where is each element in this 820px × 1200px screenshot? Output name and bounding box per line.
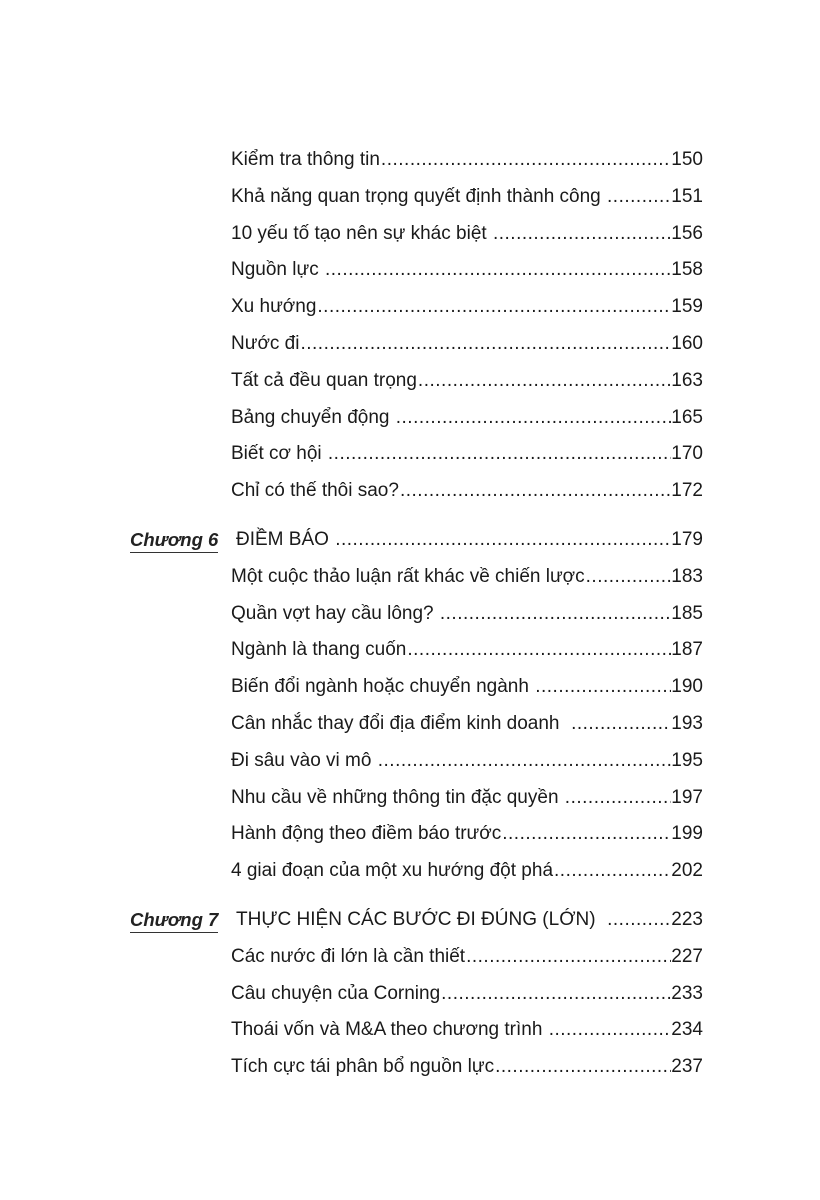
page-number: 187 — [671, 639, 703, 661]
page-number: 223 — [671, 908, 703, 930]
entry-line — [231, 1049, 703, 1086]
toc-entry[interactable] — [0, 853, 820, 890]
page-number: 202 — [671, 860, 703, 882]
entry-line — [231, 780, 703, 817]
toc-entry[interactable] — [0, 939, 820, 976]
page-number: 179 — [671, 528, 703, 550]
page-number: 160 — [671, 332, 703, 354]
page-number: 150 — [671, 149, 703, 170]
entry-line — [231, 400, 703, 437]
leader-dots — [400, 473, 671, 510]
leader-dots — [535, 669, 671, 706]
entry-title: 10 yếu tố tạo nên sự khác biệt — [231, 216, 493, 253]
entry-title: Khả năng quan trọng quyết định thành công — [231, 179, 607, 216]
page-number: 199 — [671, 823, 703, 845]
entry-line — [231, 596, 703, 633]
page-number: 193 — [671, 712, 703, 734]
leader-dots — [418, 363, 671, 400]
entry-line — [231, 473, 703, 510]
entry-title: Chỉ có thế thôi sao? — [231, 473, 400, 510]
leader-dots — [407, 632, 671, 669]
entry-title: Thoái vốn và M&A theo chương trình — [231, 1012, 549, 1049]
toc-entry[interactable] — [0, 1049, 820, 1086]
page-number: 170 — [671, 443, 703, 465]
toc-entry[interactable] — [0, 976, 820, 1013]
entry-line — [231, 289, 703, 326]
leader-dots — [549, 1012, 672, 1049]
chapter-heading-entry[interactable] — [0, 522, 820, 559]
toc-entry[interactable] — [0, 743, 820, 780]
leader-dots — [565, 780, 672, 817]
entry-title: Tích cực tái phân bổ nguồn lực — [231, 1049, 495, 1086]
page-number: 156 — [671, 222, 703, 244]
leader-dots — [378, 743, 672, 780]
entry-line — [231, 252, 703, 289]
toc-entry[interactable] — [0, 252, 820, 289]
leader-dots — [607, 179, 671, 216]
entry-title: Bảng chuyển động — [231, 400, 396, 437]
entry-title: Các nước đi lớn là cần thiết — [231, 939, 466, 976]
page-number: 163 — [671, 369, 703, 391]
entry-title: ĐIỀM BÁO — [236, 522, 335, 559]
page-number: 195 — [671, 749, 703, 771]
toc-entry[interactable] — [0, 436, 820, 473]
leader-dots — [328, 436, 671, 473]
leader-dots — [381, 142, 671, 179]
entry-line — [231, 853, 703, 890]
leader-dots — [466, 939, 671, 976]
page-number: 197 — [671, 786, 703, 808]
leader-dots — [440, 596, 671, 633]
entry-line — [236, 522, 703, 559]
entry-line — [231, 632, 703, 669]
toc-entry[interactable] — [0, 473, 820, 510]
leader-dots — [300, 326, 671, 363]
entry-line — [231, 816, 703, 853]
entry-line — [231, 976, 703, 1013]
page-number: 183 — [671, 565, 703, 587]
toc-entry[interactable] — [0, 559, 820, 596]
toc-entry[interactable] — [0, 142, 820, 179]
leader-dots — [502, 816, 671, 853]
entry-line — [231, 363, 703, 400]
chapter-label-text: Chương 6 — [130, 529, 218, 553]
entry-title: Một cuộc thảo luận rất khác về chiến lược — [231, 559, 586, 596]
chapter-label-text: Chương 7 — [130, 909, 218, 933]
leader-dots — [441, 976, 671, 1013]
page-number: 233 — [671, 982, 703, 1004]
chapter-heading-entry[interactable] — [0, 902, 820, 939]
chapter-label — [130, 902, 218, 939]
entry-line — [231, 559, 703, 596]
entry-line — [231, 436, 703, 473]
entry-line — [231, 179, 703, 216]
leader-dots — [325, 252, 671, 289]
entry-line — [236, 902, 703, 939]
entry-title: Nguồn lực — [231, 252, 325, 289]
entry-title: Biến đổi ngành hoặc chuyển ngành — [231, 669, 535, 706]
chapter-section — [0, 522, 820, 890]
toc-entry[interactable] — [0, 179, 820, 216]
page-number: 158 — [671, 259, 703, 281]
page-number: 190 — [671, 676, 703, 698]
toc-entry[interactable] — [0, 632, 820, 669]
toc-entry[interactable] — [0, 289, 820, 326]
page-number: 159 — [671, 296, 703, 318]
entry-line — [231, 743, 703, 780]
entry-line — [231, 1012, 703, 1049]
leader-dots — [317, 289, 671, 326]
page-number: 172 — [671, 480, 703, 502]
entry-title: Cân nhắc thay đổi địa điểm kinh doanh — [231, 706, 571, 743]
entry-line — [231, 706, 703, 743]
entry-title: Quần vợt hay cầu lông? — [231, 596, 440, 633]
page-number: 237 — [671, 1056, 703, 1078]
entry-title: Kiểm tra thông tin — [231, 142, 381, 179]
page-number: 165 — [671, 406, 703, 428]
toc-entry[interactable] — [0, 816, 820, 853]
leader-dots — [607, 902, 671, 939]
page-number: 234 — [671, 1019, 703, 1041]
entry-title: Câu chuyện của Corning — [231, 976, 441, 1013]
toc-entry[interactable] — [0, 706, 820, 743]
entry-title: Đi sâu vào vi mô — [231, 743, 378, 780]
entry-line — [231, 142, 703, 179]
entry-title: Nhu cầu về những thông tin đặc quyền — [231, 780, 565, 817]
page-number: 185 — [671, 602, 703, 624]
chapter-section — [0, 902, 820, 1086]
leader-dots — [396, 400, 672, 437]
entry-title: Nước đi — [231, 326, 300, 363]
toc-entry[interactable] — [0, 400, 820, 437]
leader-dots — [335, 522, 671, 559]
page-number: 227 — [671, 945, 703, 967]
entry-title: Ngành là thang cuốn — [231, 632, 407, 669]
toc-entry[interactable] — [0, 596, 820, 633]
leader-dots — [586, 559, 672, 596]
toc-entry[interactable] — [0, 326, 820, 363]
leader-dots — [554, 853, 671, 890]
toc-entry[interactable] — [0, 216, 820, 253]
entry-title: Biết cơ hội — [231, 436, 328, 473]
entry-title: Hành động theo điềm báo trước — [231, 816, 502, 853]
leader-dots — [493, 216, 671, 253]
leader-dots — [571, 706, 671, 743]
toc-entry[interactable] — [0, 363, 820, 400]
toc-entry[interactable] — [0, 1012, 820, 1049]
leader-dots — [495, 1049, 671, 1086]
toc-entry[interactable] — [0, 780, 820, 817]
chapter-label — [130, 522, 218, 559]
table-of-contents — [0, 142, 820, 1098]
entry-line — [231, 326, 703, 363]
entry-line — [231, 669, 703, 706]
entry-title: 4 giai đoạn của một xu hướng đột phá — [231, 853, 554, 890]
entry-title: THỰC HIỆN CÁC BƯỚC ĐI ĐÚNG (LỚN) — [236, 902, 607, 939]
toc-entry[interactable] — [0, 669, 820, 706]
entry-line — [231, 216, 703, 253]
section-continued — [0, 142, 820, 510]
entry-line — [231, 939, 703, 976]
page-number: 151 — [671, 185, 703, 207]
entry-title: Tất cả đều quan trọng — [231, 363, 418, 400]
entry-title: Xu hướng — [231, 289, 317, 326]
